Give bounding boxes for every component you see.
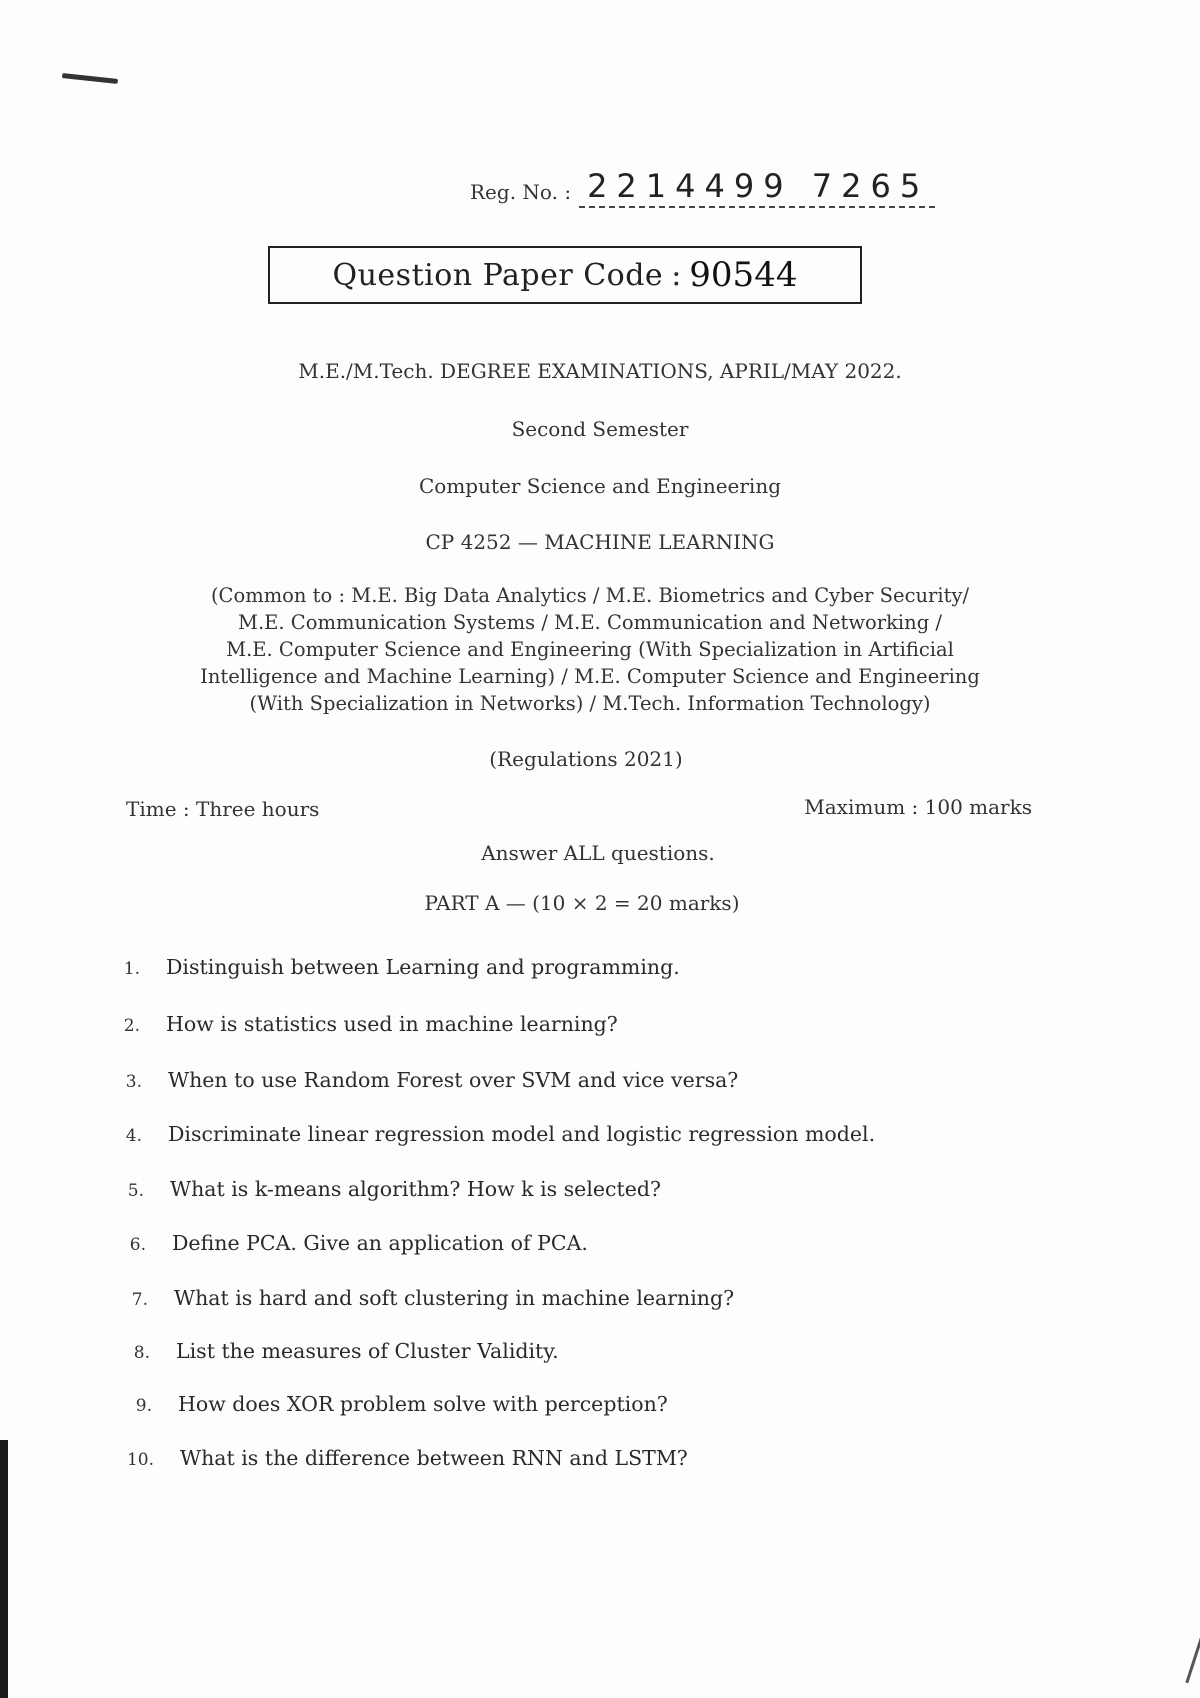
question-text: How does XOR problem solve with perception? (178, 1392, 668, 1416)
question-text: Discriminate linear regression model and logistic regression model. (168, 1122, 876, 1146)
paper-code-label: Question Paper Code (332, 257, 664, 293)
question-text: What is hard and soft clustering in machine learning? (174, 1286, 735, 1310)
question-number: 8. (133, 1343, 150, 1363)
question-number: 3. (125, 1072, 142, 1092)
question-item (112, 1286, 734, 1310)
question-text: Define PCA. Give an application of PCA. (172, 1231, 588, 1255)
question-item (110, 1231, 588, 1255)
question-number: 7. (131, 1290, 148, 1310)
question-number: 1. (123, 959, 140, 979)
registration-number (470, 166, 935, 208)
question-item (104, 955, 680, 979)
regulations: (Regulations 2021) (489, 747, 683, 771)
question-number: 4. (125, 1126, 142, 1146)
question-text: Distinguish between Learning and programming. (166, 955, 680, 979)
question-item (108, 1177, 661, 1201)
common-to-line: M.E. Communication Systems / M.E. Communication and Networking / (238, 611, 942, 634)
question-text: When to use Random Forest over SVM and vice versa? (168, 1068, 739, 1092)
question-paper-code-box (268, 246, 862, 304)
question-item (114, 1339, 559, 1363)
registration-value: 2214499 7265 (579, 166, 935, 208)
course-title: CP 4252 — MACHINE LEARNING (425, 530, 775, 554)
question-text: What is the difference between RNN and LSTM? (180, 1446, 688, 1470)
question-text: List the measures of Cluster Validity. (176, 1339, 559, 1363)
scan-edge-shadow (0, 1440, 8, 1698)
question-number: 2. (123, 1016, 140, 1036)
department: Computer Science and Engineering (418, 474, 782, 498)
common-to-line: M.E. Computer Science and Engineering (With Specialization in Artificial (226, 638, 954, 661)
exam-title: M.E./M.Tech. DEGREE EXAMINATIONS, APRIL/MAY 2022. (298, 359, 902, 383)
common-to-programs (150, 582, 1030, 717)
question-number: 6. (129, 1235, 146, 1255)
question-item (106, 1122, 875, 1146)
exam-duration: Time : Three hours (126, 797, 320, 821)
question-item (118, 1446, 688, 1470)
common-to-line: Intelligence and Machine Learning) / M.E. Computer Science and Engineering (200, 665, 980, 688)
registration-label: Reg. No. : (470, 180, 572, 204)
common-to-line: (Common to : M.E. Big Data Analytics / M.E. Biometrics and Cyber Security/ (210, 584, 970, 607)
question-number: 5. (127, 1181, 144, 1201)
scan-pen-mark (62, 73, 118, 84)
question-number: 10. (126, 1450, 154, 1470)
question-number: 9. (135, 1396, 152, 1416)
question-text: What is k-means algorithm? How k is selected? (170, 1177, 661, 1201)
paper-code-separator: : (671, 257, 682, 293)
question-item (104, 1012, 618, 1036)
semester: Second Semester (511, 417, 689, 441)
part-heading: PART A — (10 × 2 = 20 marks) (424, 891, 740, 915)
paper-code-value: 90544 (689, 255, 798, 295)
question-item (116, 1392, 668, 1416)
scan-corner-mark (1185, 1635, 1200, 1683)
instruction: Answer ALL questions. (481, 841, 715, 865)
question-text: How is statistics used in machine learning? (166, 1012, 618, 1036)
common-to-line: (With Specialization in Networks) / M.Tech. Information Technology) (249, 692, 931, 715)
question-item (106, 1068, 738, 1092)
maximum-marks: Maximum : 100 marks (804, 795, 1032, 819)
